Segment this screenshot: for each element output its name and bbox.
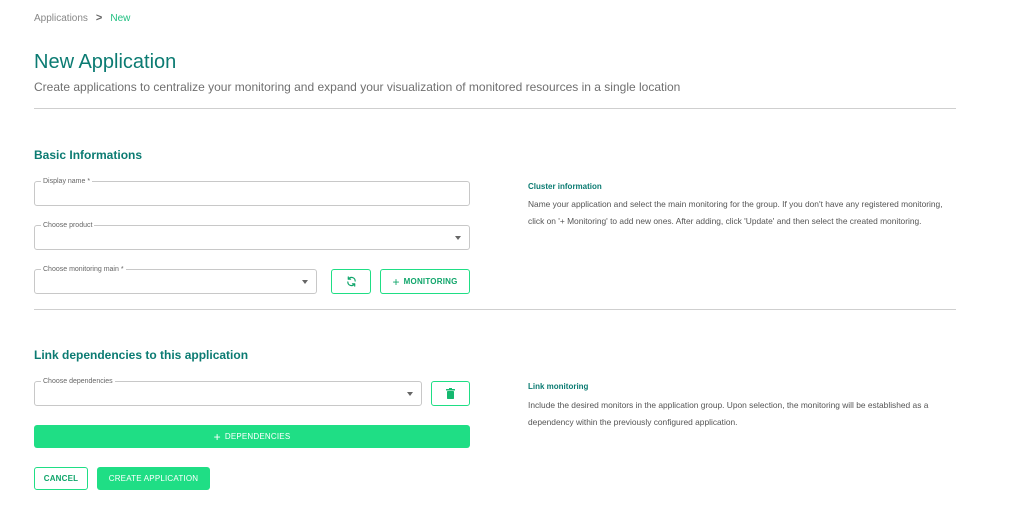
cancel-button[interactable]: CANCEL bbox=[34, 467, 88, 490]
monitoring-main-select[interactable] bbox=[34, 266, 317, 294]
display-name-input[interactable] bbox=[35, 182, 469, 205]
add-dependencies-label: DEPENDENCIES bbox=[224, 432, 291, 441]
breadcrumb-current: New bbox=[110, 12, 131, 24]
add-dependencies-button[interactable] bbox=[34, 425, 470, 448]
page-subtitle: Create applications to centralize your monitoring and expand your visualization of monitored resources in a single location bbox=[34, 80, 681, 94]
add-monitoring-label: MONITORING bbox=[403, 277, 458, 286]
plus-icon: + bbox=[213, 429, 221, 444]
refresh-monitoring-button[interactable] bbox=[331, 269, 371, 294]
cluster-info-title: Cluster information bbox=[528, 182, 602, 191]
display-name-field[interactable] bbox=[34, 178, 470, 206]
product-label: Choose product bbox=[43, 222, 93, 229]
add-monitoring-button[interactable] bbox=[380, 269, 470, 294]
chevron-down-icon bbox=[407, 392, 413, 396]
delete-dependency-button[interactable] bbox=[431, 381, 470, 406]
display-name-label: Display name * bbox=[43, 178, 91, 185]
header-divider bbox=[34, 108, 956, 109]
dependencies-section-title: Link dependencies to this application bbox=[34, 348, 249, 362]
dependencies-label: Choose dependencies bbox=[43, 378, 113, 385]
breadcrumb-separator-icon: > bbox=[95, 12, 103, 24]
page-title: New Application bbox=[34, 51, 177, 73]
trash-icon bbox=[446, 388, 455, 399]
link-monitoring-title: Link monitoring bbox=[528, 382, 589, 391]
plus-icon: + bbox=[392, 274, 400, 289]
cluster-info-text: Name your application and select the main monitoring for the group. If you don't have any registered monitoring, click on '+ Monitoring' to add new ones. After adding, click 'Update' and then select the created monitoring. bbox=[528, 199, 943, 226]
monitoring-main-label: Choose monitoring main * bbox=[43, 266, 124, 273]
section-divider bbox=[34, 309, 956, 310]
link-monitoring-text: Include the desired monitors in the application group. Upon selection, the monitoring will be established as a dependency within the previously configured application. bbox=[528, 400, 929, 427]
chevron-down-icon bbox=[455, 236, 461, 240]
product-select[interactable] bbox=[34, 222, 470, 250]
dependencies-select[interactable] bbox=[34, 378, 422, 406]
basic-section-title: Basic Informations bbox=[34, 148, 143, 162]
chevron-down-icon bbox=[302, 280, 308, 284]
create-application-button[interactable]: CREATE APPLICATION bbox=[97, 467, 210, 490]
breadcrumb bbox=[34, 12, 130, 24]
refresh-icon bbox=[346, 276, 357, 287]
breadcrumb-applications[interactable]: Applications bbox=[34, 12, 88, 24]
